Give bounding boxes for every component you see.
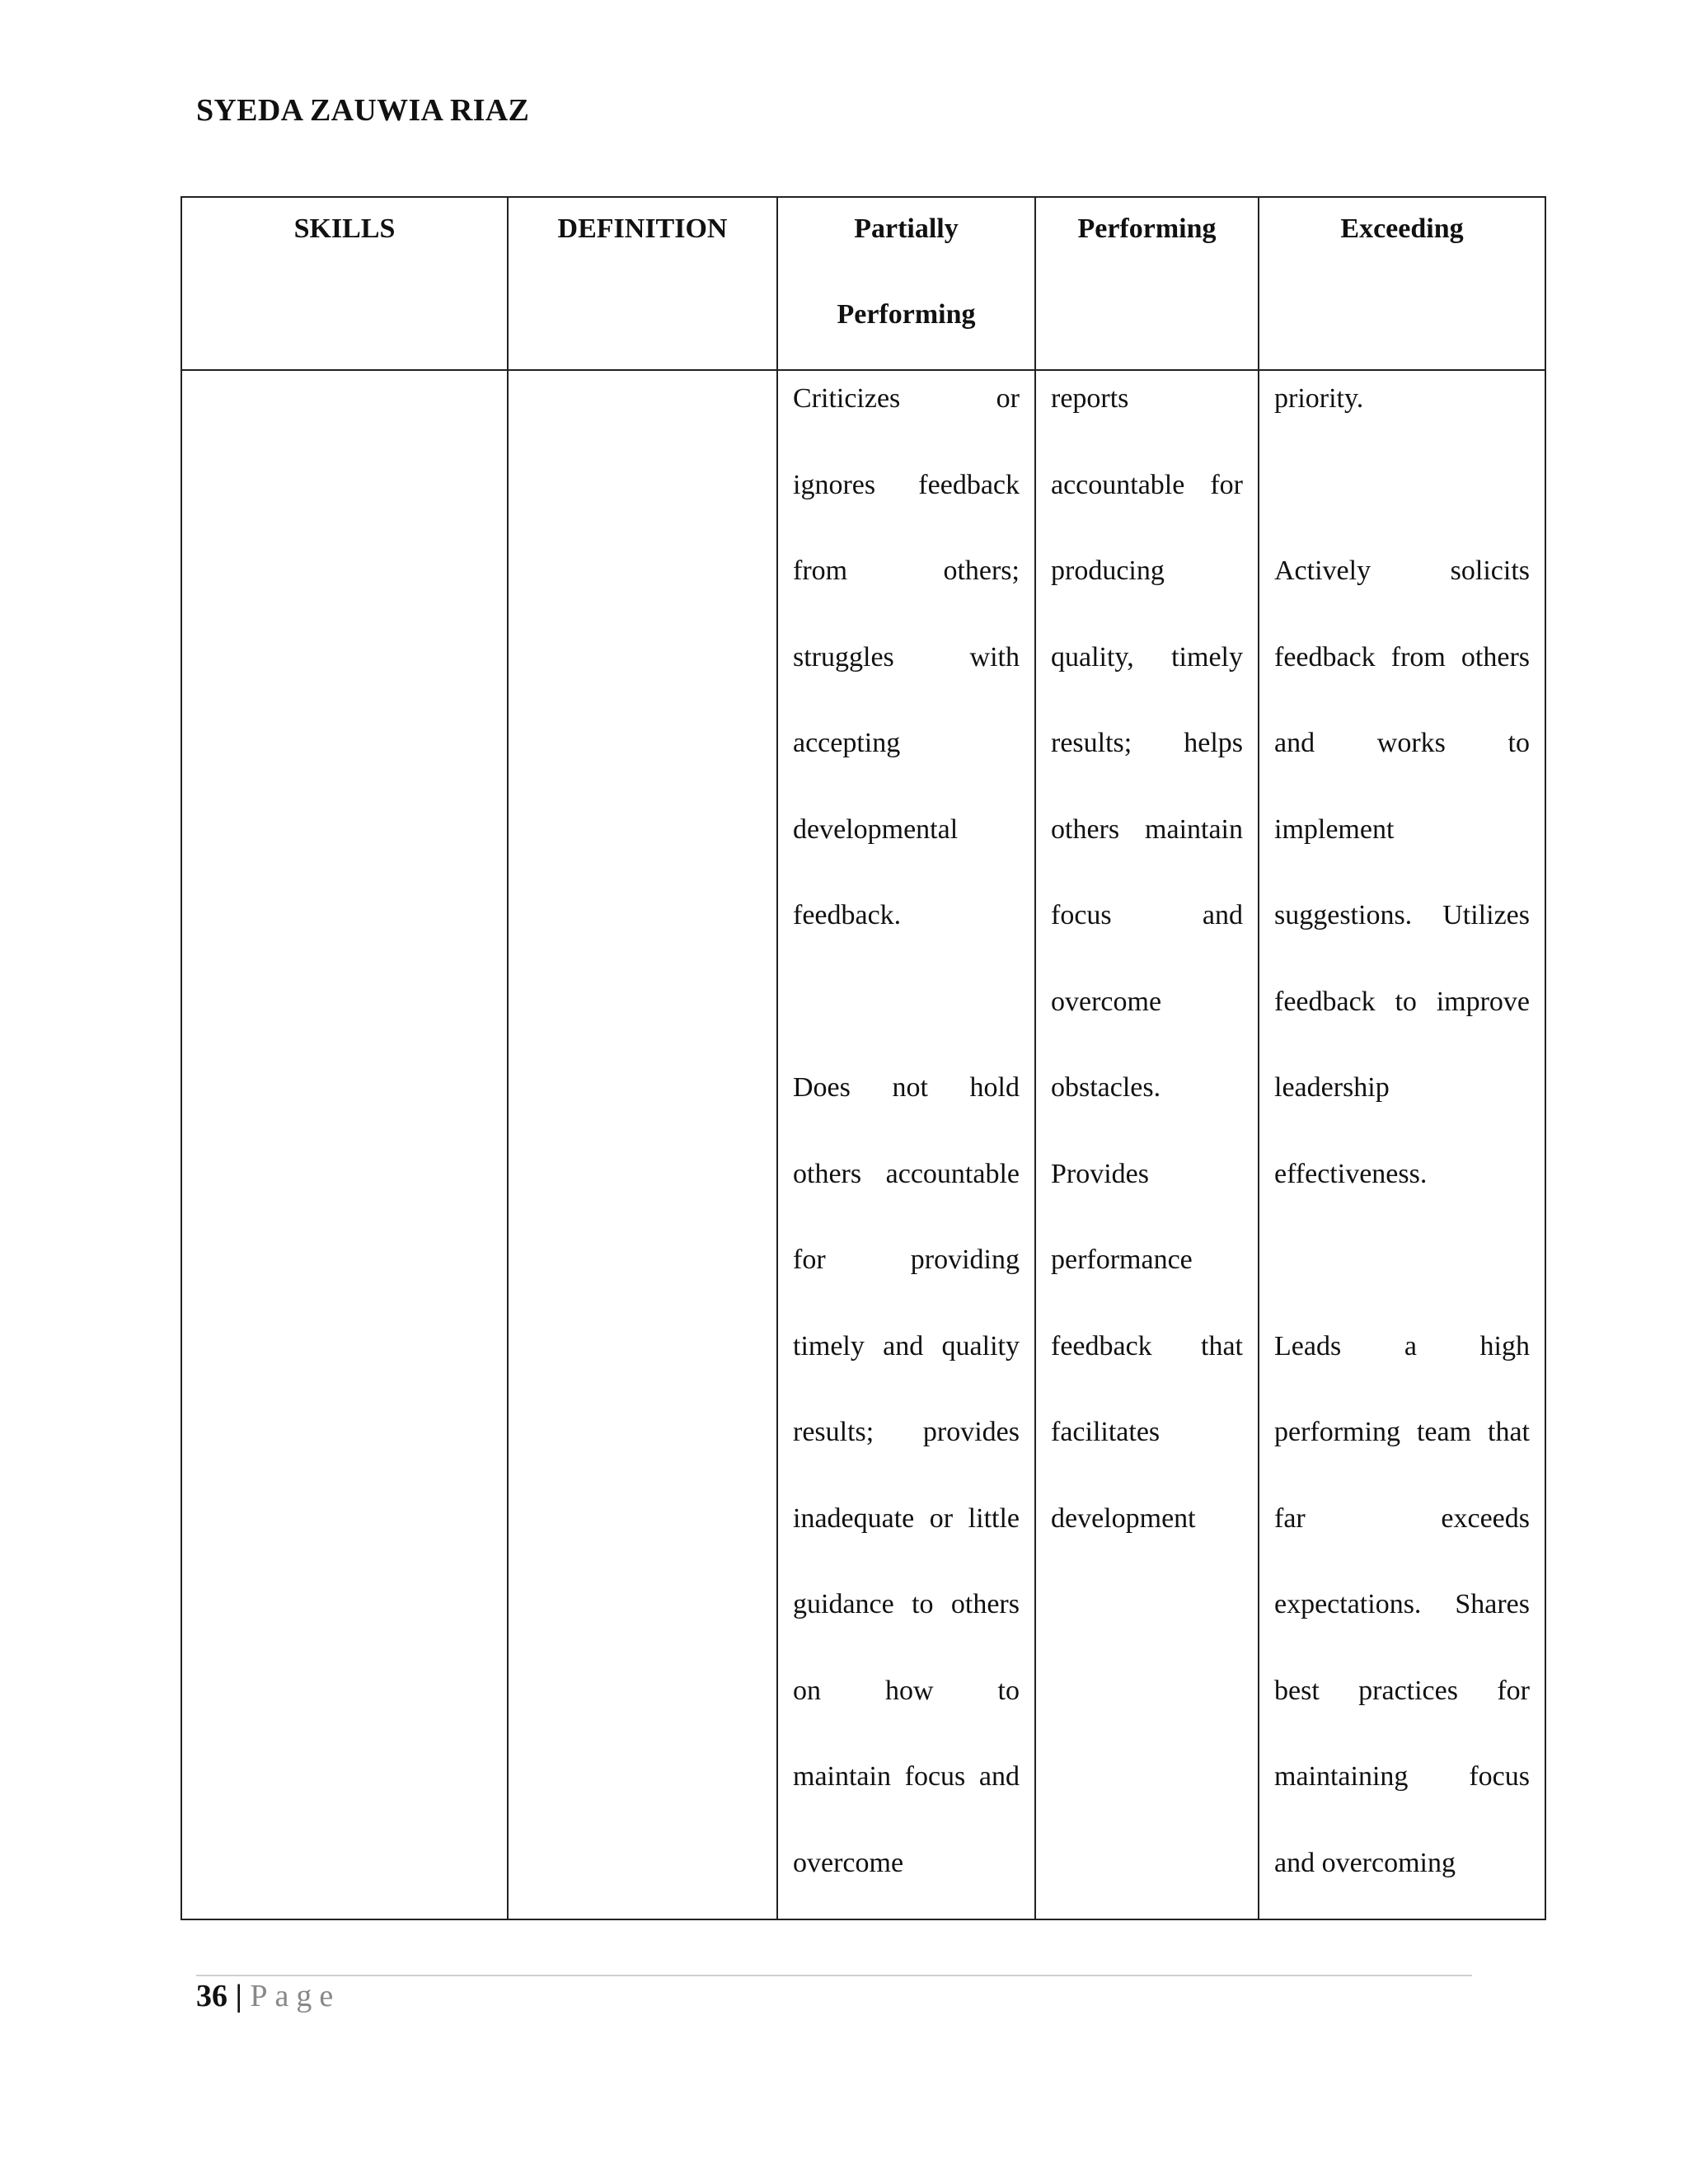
cell-text-line: results; provides xyxy=(793,1417,1020,1447)
cell-text-line: facilitates xyxy=(1051,1417,1160,1447)
header-exceeding: Exceeding xyxy=(1259,197,1545,370)
author-name: SYEDA ZAUWIA RIAZ xyxy=(196,93,530,128)
cell-text-line: and overcoming xyxy=(1274,1847,1456,1878)
table-row xyxy=(181,370,1545,1919)
cell-text-line: performance xyxy=(1051,1244,1193,1275)
cell-text-line: others accountable xyxy=(793,1158,1020,1189)
header-skills: SKILLS xyxy=(181,197,508,370)
header-partially-line1: Partially xyxy=(854,213,959,244)
cell-text-line: feedback that xyxy=(1051,1330,1243,1361)
footer-separator: | xyxy=(235,1979,242,2013)
cell-text-line: inadequate or little xyxy=(793,1502,1020,1534)
cell-text-line: feedback to improve xyxy=(1274,986,1530,1017)
cell-text-line: priority. xyxy=(1274,383,1364,414)
cell-text-line: Provides xyxy=(1051,1158,1149,1189)
cell-text-line xyxy=(1274,1217,1530,1304)
cell-text-line xyxy=(1274,443,1530,529)
cell-text-line: best practices for xyxy=(1274,1675,1530,1706)
page-footer xyxy=(196,1978,340,2014)
cell-text-line: far exceeds xyxy=(1274,1502,1530,1534)
cell-text-line: developmental xyxy=(793,813,959,845)
cell-text-line: feedback from others xyxy=(1274,641,1530,673)
cell-text-line: results; helps xyxy=(1051,728,1243,758)
cell-text-line xyxy=(793,959,1020,1046)
footer-divider xyxy=(196,1975,1472,1976)
exceeding-text xyxy=(1259,356,1545,1906)
cell-text-line: development xyxy=(1051,1502,1196,1534)
cell-text-line: Leads a high xyxy=(1274,1330,1530,1361)
cell-text-line: producing xyxy=(1051,555,1165,586)
cell-text-line: leadership xyxy=(1274,1072,1390,1103)
cell-text-line: others maintain xyxy=(1051,813,1243,845)
cell-text-line: performing team that xyxy=(1274,1417,1530,1447)
cell-text-line: overcome xyxy=(1051,986,1162,1017)
cell-text-line: accountable for xyxy=(1051,469,1243,500)
cell-text-line: maintaining focus xyxy=(1274,1761,1530,1792)
cell-text-line: for providing xyxy=(793,1244,1020,1275)
cell-text-line: expectations. Shares xyxy=(1274,1589,1530,1619)
cell-text-line: timely and quality xyxy=(793,1330,1020,1361)
cell-text-line: focus and xyxy=(1051,900,1243,930)
header-performing: Performing xyxy=(1035,197,1259,370)
page-number: 36 xyxy=(196,1979,227,2013)
performing-cell xyxy=(1035,370,1259,1919)
definition-cell xyxy=(508,370,777,1919)
partially-performing-text xyxy=(778,356,1034,1906)
skills-rubric-table xyxy=(181,196,1546,1920)
cell-text-line: ignores feedback xyxy=(793,469,1020,500)
skills-cell xyxy=(181,370,508,1919)
cell-text-line: accepting xyxy=(793,728,901,758)
header-partially-performing xyxy=(777,197,1035,370)
cell-text-line: quality, timely xyxy=(1051,641,1243,673)
cell-text-line: from others; xyxy=(793,555,1020,586)
cell-text-line: Does not hold xyxy=(793,1072,1020,1103)
cell-text-line: Criticizes or xyxy=(793,383,1020,414)
cell-text-line: Actively solicits xyxy=(1274,555,1530,586)
exceeding-cell xyxy=(1259,370,1545,1919)
cell-text-line: overcome xyxy=(793,1847,904,1878)
cell-text-line: effectiveness. xyxy=(1274,1158,1428,1189)
partially-performing-cell xyxy=(777,370,1035,1919)
table-header-row xyxy=(181,197,1545,370)
cell-text-line: suggestions. Utilizes xyxy=(1274,900,1530,930)
page-label: Page xyxy=(250,1979,341,2013)
cell-text-line: implement xyxy=(1274,813,1395,845)
cell-text-line: maintain focus and xyxy=(793,1761,1020,1792)
cell-text-line: on how to xyxy=(793,1675,1020,1706)
cell-text-line: feedback. xyxy=(793,900,902,930)
cell-text-line: obstacles. xyxy=(1051,1072,1161,1103)
cell-text-line: and works to xyxy=(1274,728,1530,758)
header-definition: DEFINITION xyxy=(508,197,777,370)
cell-text-line: struggles with xyxy=(793,641,1020,673)
performing-text xyxy=(1036,356,1258,1562)
cell-text-line: guidance to others xyxy=(793,1589,1020,1619)
header-partially-line2: Performing xyxy=(837,299,976,330)
cell-text-line: reports xyxy=(1051,383,1129,414)
